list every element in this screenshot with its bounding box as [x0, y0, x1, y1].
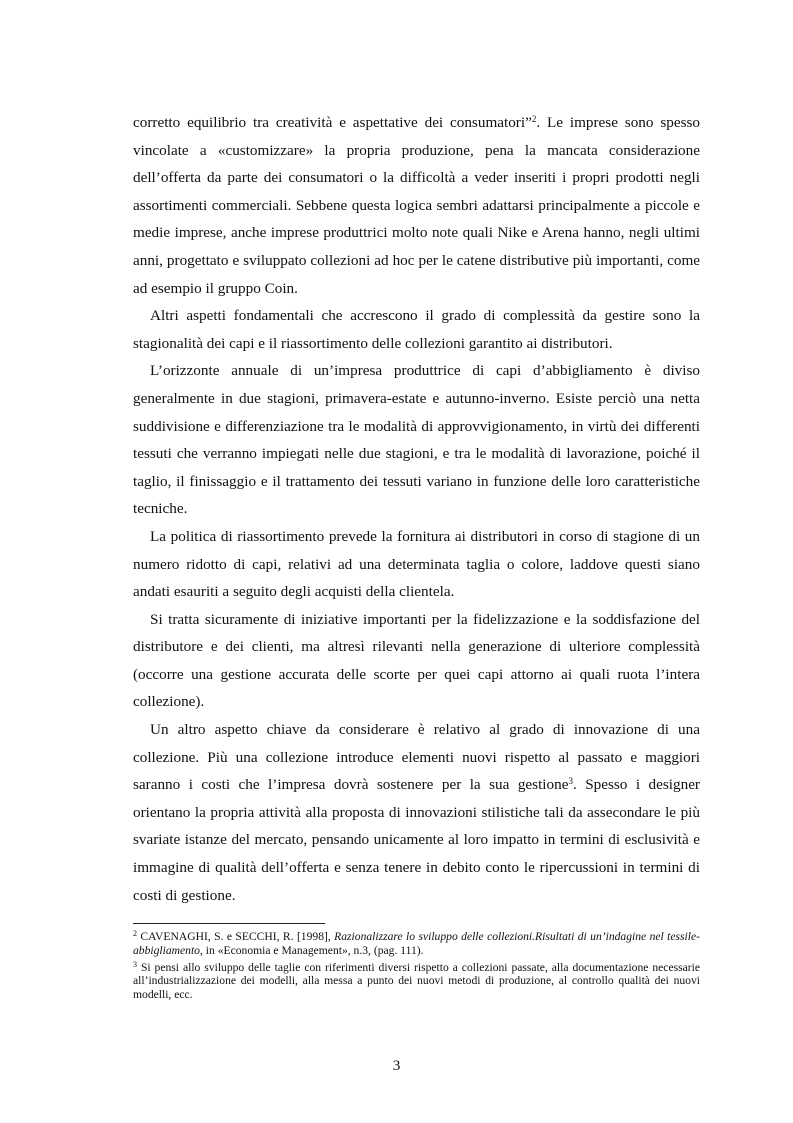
- paragraph-3: L’orizzonte annuale di un’impresa produttrice di capi d’abbigliamento è diviso generalmente in due stagioni, primavera-estate e autunno-inverno. Esiste perciò una netta suddivisione e differenziazione tra le modalità di approvvigionamento, in virtù dei differenti tessuti che verranno impiegati nelle due stagioni, e tra le modalità di lavorazione, poiché il taglio, il finissaggio e il trattamento dei tessuti variano in funzione delle loro caratteristiche tecniche.: [133, 362, 700, 518]
- footnote-2-title: Razionalizzare lo sviluppo delle collezioni.Risultati di un’indagine nel tessile-abbigliamento: [133, 930, 700, 957]
- paragraph-4: La politica di riassortimento prevede la fornitura ai distributori in corso di stagione di un numero ridotto di capi, relativi ad una determinata taglia o colore, laddove questi siano andati esauriti a seguito degli acquisti della clientela.: [133, 527, 700, 601]
- footnote-2-rest: , in «Economia e Management», n.3, (pag. 111).: [199, 943, 424, 957]
- paragraph-1-text-b: . Le imprese sono spesso vincolate a «customizzare» la propria produzione, pena la mancata considerazione dell’offerta da parte dei consumatori o la difficoltà a veder inseriti i propri prodotti negli assortimenti commerciali. Sebbene questa logica sembri adattarsi principalmente a piccole e medie imprese, anche imprese produttrici molto note quali Nike e Arena hanno, negli ultimi anni, progettato e sviluppato collezioni ad hoc per le catene distributive più importanti, come ad esempio il gruppo Coin.: [133, 114, 700, 297]
- footnote-ref-3: 3: [568, 776, 573, 787]
- paragraph-6-text-b: . Spesso i designer orientano la propria attività alla proposta di innovazioni stilistiche tali da assecondare le più svariate istanze del mercato, pensando unicamente al loro impatto in termini di esclusività e immagine di qualità dell’offerta e senza tenere in debito conto le ripercussioni in termini di costi di gestione.: [133, 776, 700, 904]
- paragraph-6: [133, 716, 700, 909]
- footnote-3: [133, 961, 700, 1002]
- paragraph-5: Si tratta sicuramente di iniziative importanti per la fidelizzazione e la soddisfazione del distributore e dei clienti, ma altresì rilevanti nella generazione di ulteriore complessità (occorre una gestione accurata delle scorte per quei capi attorno ai quali ruota l’intera collezione).: [133, 610, 700, 711]
- footnotes: [133, 930, 700, 1005]
- footnote-2-authors: CAVENAGHI, S. e SECCHI, R. [1998],: [137, 930, 335, 943]
- footnote-separator: [133, 923, 325, 924]
- body-text: [133, 109, 700, 909]
- footnote-2-number: 2: [133, 929, 137, 938]
- footnote-2: [133, 930, 700, 958]
- page-number: 3: [392, 1057, 401, 1074]
- paragraph-1: [133, 109, 700, 302]
- footnote-3-number: 3: [133, 959, 137, 969]
- paragraph-2: Altri aspetti fondamentali che accrescono il grado di complessità da gestire sono la stagionalità dei capi e il riassortimento delle collezioni garantito ai distributori.: [133, 307, 700, 352]
- paragraph-1-text-a: corretto equilibrio tra creatività e aspettative dei consumatori”: [133, 114, 532, 131]
- paragraph-6-text-a: Un altro aspetto chiave da considerare è relativo al grado di innovazione di una collezione. Più una collezione introduce elementi nuovi rispetto al passato e maggiori saranno i costi che l’impresa dovrà sostenere per la sua gestione: [133, 721, 700, 794]
- footnote-ref-2: 2: [531, 114, 537, 124]
- footnote-3-text: Si pensi allo sviluppo delle taglie con riferimenti diversi rispetto a collezioni passate, alla documentazione necessarie all’industrializzazione dei modelli, alla messa a punto dei nuovi metodi di produzione, al controllo qualità dei nuovi modelli, ecc.: [133, 960, 700, 1002]
